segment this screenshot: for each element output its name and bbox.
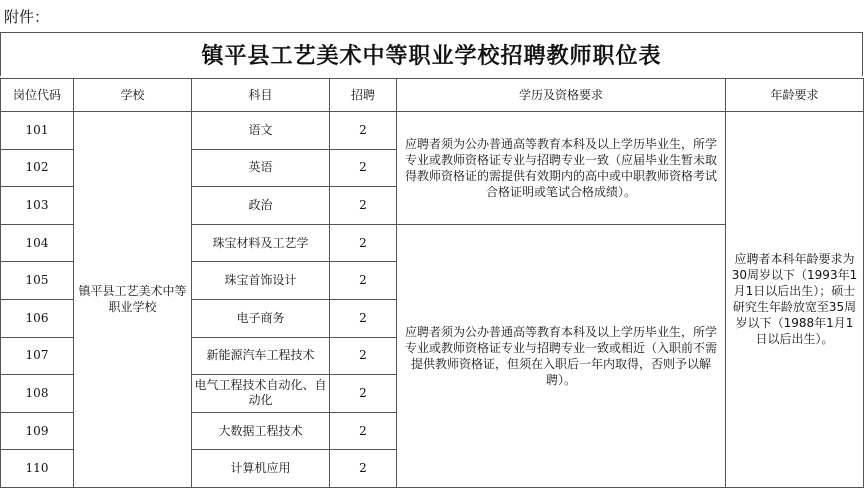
header-requirement: 学历及资格要求 <box>397 79 726 112</box>
subject: 语文 <box>192 112 330 150</box>
table-row <box>1 112 864 150</box>
header-count: 招聘 <box>330 79 397 112</box>
position-code: 109 <box>1 412 74 450</box>
table-header-row <box>1 79 864 112</box>
subject: 英语 <box>192 149 330 187</box>
hire-count: 2 <box>330 450 397 488</box>
subject: 新能源汽车工程技术 <box>192 337 330 375</box>
position-code: 110 <box>1 450 74 488</box>
header-age: 年龄要求 <box>726 79 864 112</box>
position-code: 107 <box>1 337 74 375</box>
hire-count: 2 <box>330 224 397 262</box>
subject: 珠宝首饰设计 <box>192 262 330 300</box>
position-code: 103 <box>1 187 74 225</box>
header-code: 岗位代码 <box>1 79 74 112</box>
school-name: 镇平县工艺美术中等职业学校 <box>74 112 192 488</box>
hire-count: 2 <box>330 112 397 150</box>
requirement-group-1: 应聘者须为公办普通高等教育本科及以上学历毕业生，所学专业或教师资格证专业与招聘专业一致（应届毕业生暂未取得教师资格证的需提供有效期内的高中或中职教师资格考试合格证明或笔试合格成绩）。 <box>397 112 726 225</box>
subject: 电子商务 <box>192 299 330 337</box>
subject: 计算机应用 <box>192 450 330 488</box>
position-code: 104 <box>1 224 74 262</box>
hire-count: 2 <box>330 187 397 225</box>
hire-count: 2 <box>330 262 397 300</box>
subject: 政治 <box>192 187 330 225</box>
positions-table <box>0 78 864 488</box>
hire-count: 2 <box>330 149 397 187</box>
hire-count: 2 <box>330 412 397 450</box>
attachment-label: 附件： <box>4 8 50 26</box>
age-requirement: 应聘者本科年龄要求为30周岁以下（1993年1月1日以后出生）；硕士研究生年龄放宽至35周岁以下（1988年1月1日以后出生）。 <box>726 112 864 488</box>
position-code: 102 <box>1 149 74 187</box>
title-box <box>0 32 863 76</box>
hire-count: 2 <box>330 375 397 413</box>
position-code: 105 <box>1 262 74 300</box>
requirement-group-2: 应聘者须为公办普通高等教育本科及以上学历毕业生，所学专业或教师资格证专业与招聘专业一致或相近（入职前不需提供教师资格证，但须在入职后一年内取得，否则予以解聘）。 <box>397 224 726 487</box>
subject: 电气工程技术自动化、自动化 <box>192 375 330 413</box>
hire-count: 2 <box>330 299 397 337</box>
page-title: 镇平县工艺美术中等职业学校招聘教师职位表 <box>201 43 662 69</box>
header-subject: 科目 <box>192 79 330 112</box>
position-code: 106 <box>1 299 74 337</box>
subject: 珠宝材料及工艺学 <box>192 224 330 262</box>
header-school: 学校 <box>74 79 192 112</box>
position-code: 108 <box>1 375 74 413</box>
subject: 大数据工程技术 <box>192 412 330 450</box>
position-code: 101 <box>1 112 74 150</box>
hire-count: 2 <box>330 337 397 375</box>
